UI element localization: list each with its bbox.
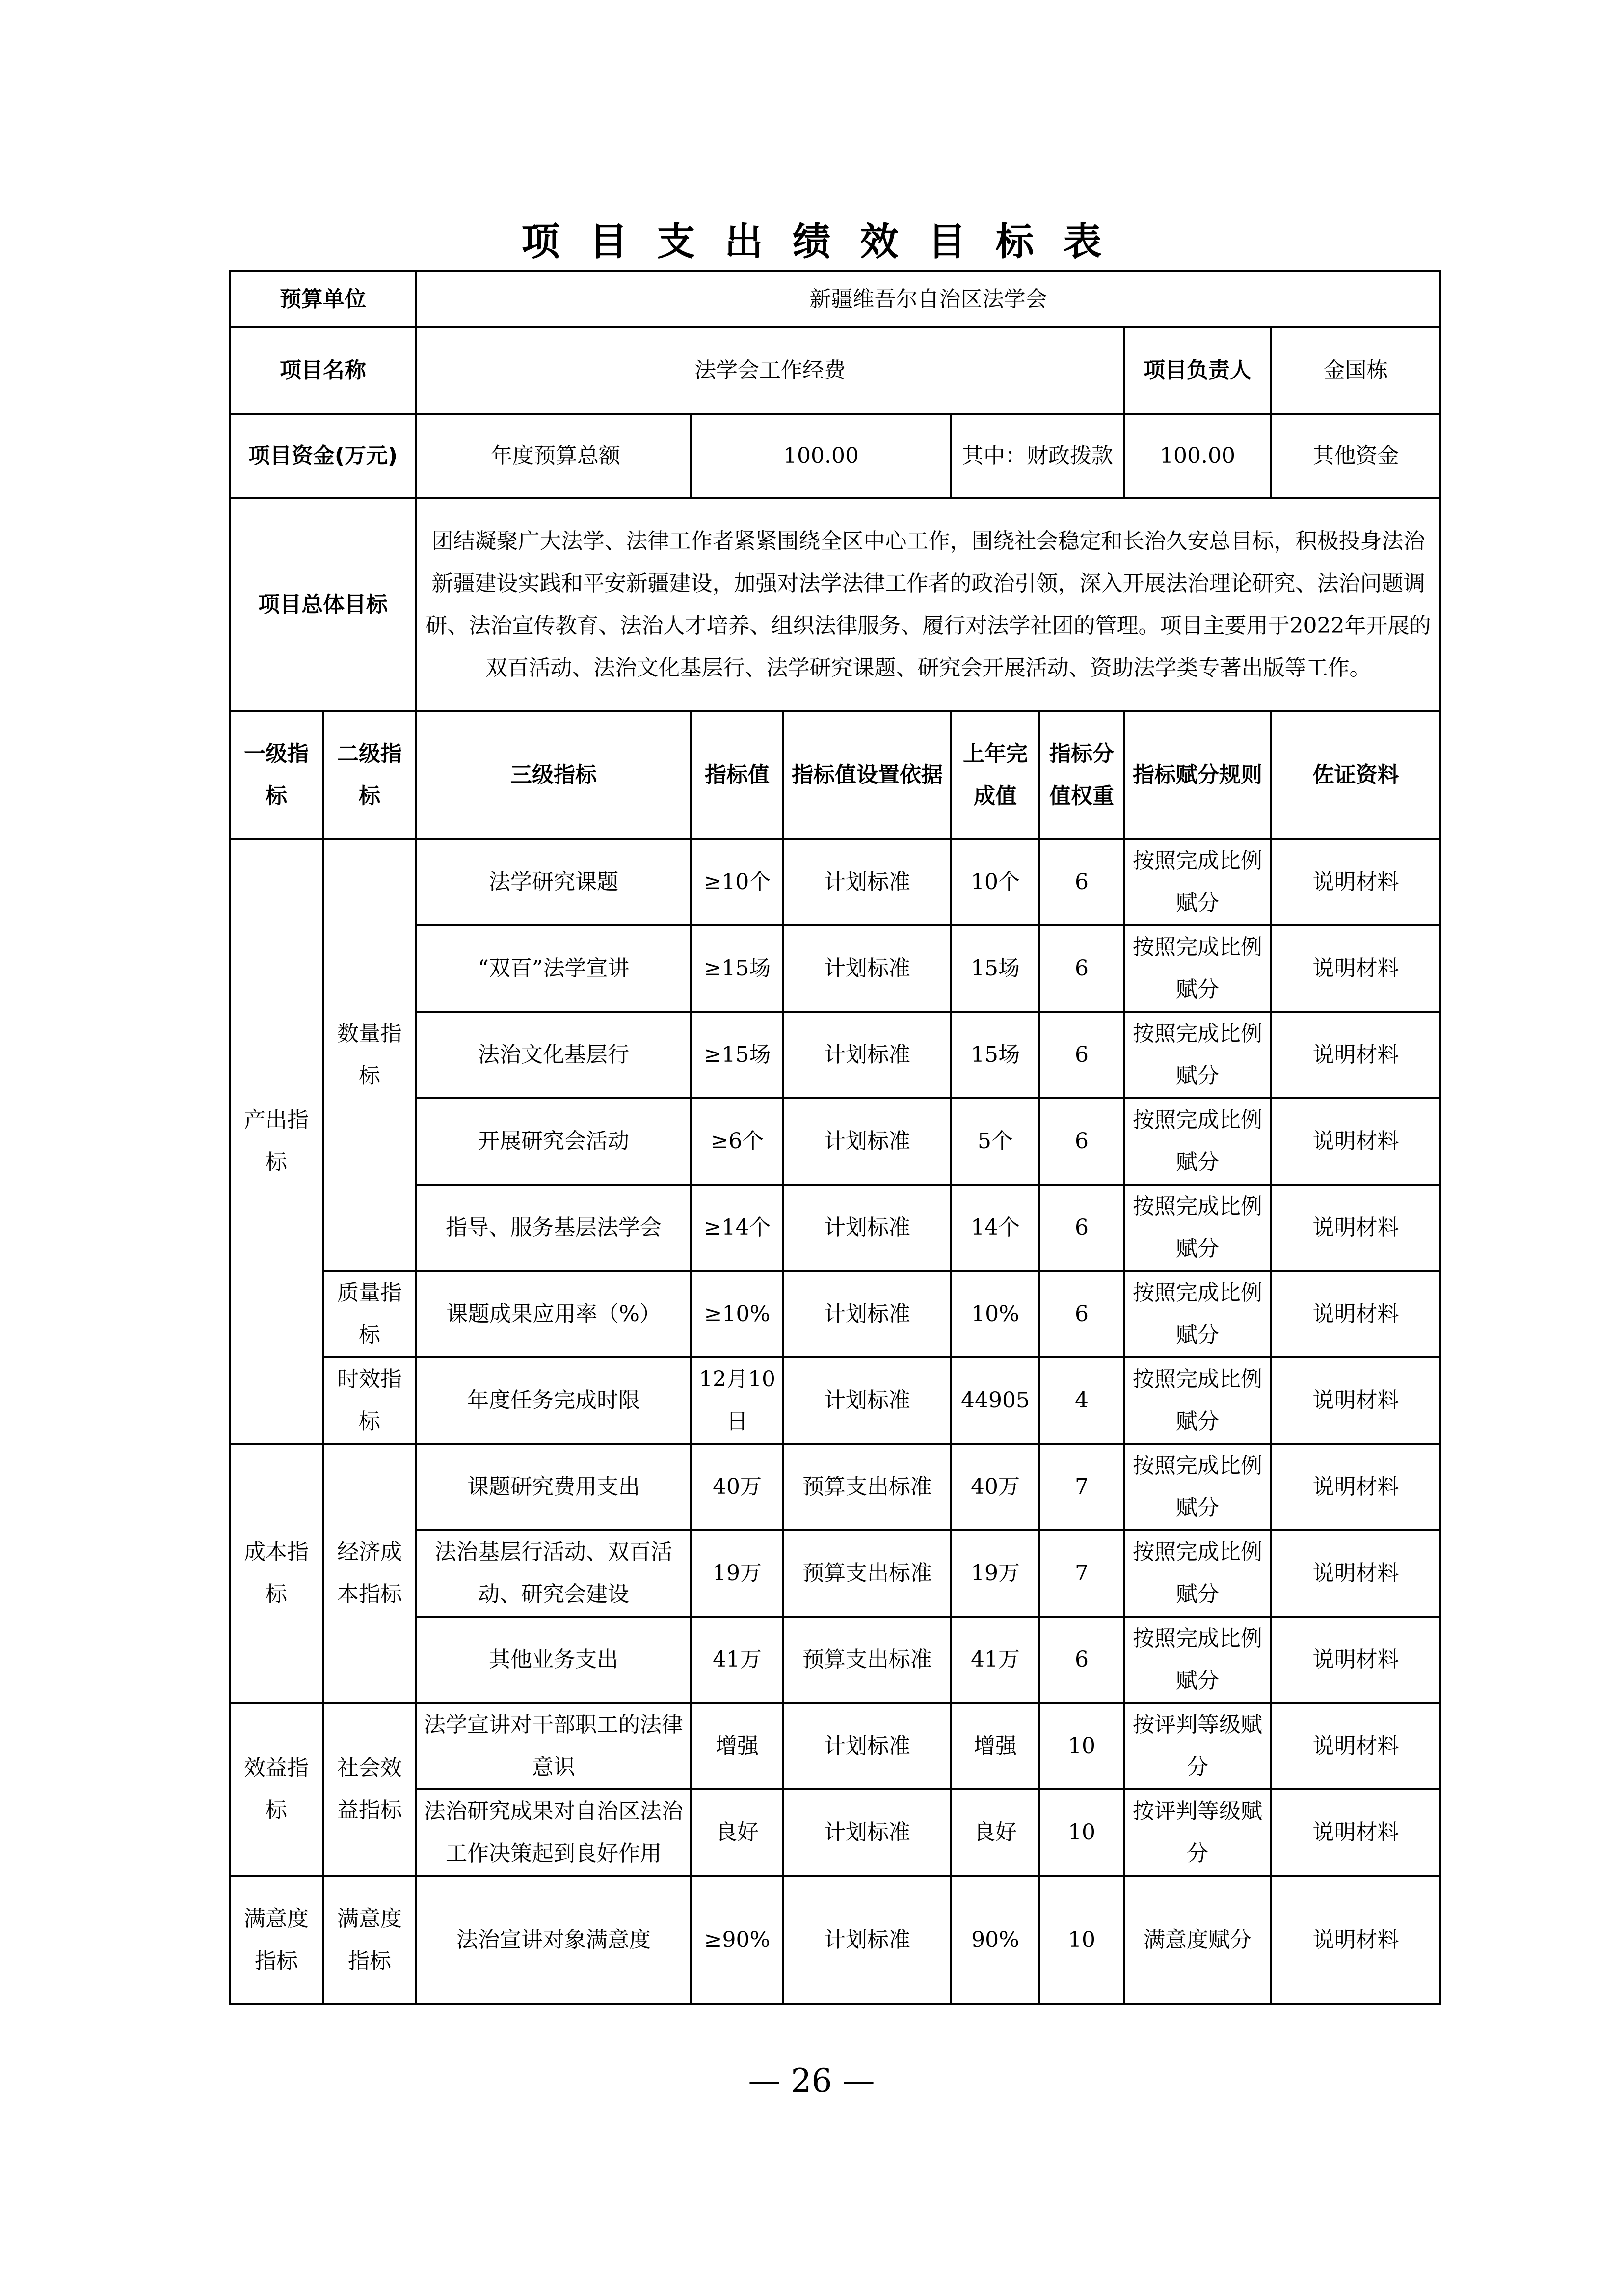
value-cell: 19万 <box>691 1530 783 1617</box>
level1-cell: 成本指标 <box>230 1444 323 1703</box>
scoring-cell: 按照完成比例赋分 <box>1124 839 1271 925</box>
scoring-cell: 满意度赋分 <box>1124 1876 1271 2004</box>
weight-cell: 4 <box>1039 1357 1124 1444</box>
budget-unit-value: 新疆维吾尔自治区法学会 <box>416 271 1440 327</box>
overall-goal-label: 项目总体目标 <box>230 498 416 711</box>
scoring-cell: 按照完成比例赋分 <box>1124 1617 1271 1703</box>
value-cell: 12月10日 <box>691 1357 783 1444</box>
level3-cell: 法治文化基层行 <box>416 1012 691 1098</box>
weight-cell: 6 <box>1039 839 1124 925</box>
evidence-cell: 说明材料 <box>1271 1876 1440 2004</box>
value-cell: 增强 <box>691 1703 783 1789</box>
table-header-row <box>230 711 1440 839</box>
evidence-cell: 说明材料 <box>1271 1703 1440 1789</box>
header-evidence: 佐证资料 <box>1271 711 1440 839</box>
evidence-cell: 说明材料 <box>1271 1357 1440 1444</box>
fiscal-allocation-label: 其中：财政拨款 <box>951 414 1124 498</box>
basis-cell: 计划标准 <box>783 1789 951 1876</box>
value-cell: 良好 <box>691 1789 783 1876</box>
weight-cell: 10 <box>1039 1789 1124 1876</box>
table-row <box>230 1876 1440 2004</box>
level3-cell: “双百”法学宣讲 <box>416 925 691 1012</box>
value-cell: ≥10个 <box>691 839 783 925</box>
scoring-cell: 按照完成比例赋分 <box>1124 1271 1271 1357</box>
last-year-cell: 14个 <box>951 1185 1039 1271</box>
evidence-cell: 说明材料 <box>1271 925 1440 1012</box>
table-row <box>230 839 1440 925</box>
evidence-cell: 说明材料 <box>1271 839 1440 925</box>
project-leader-label: 项目负责人 <box>1124 327 1271 414</box>
basis-cell: 计划标准 <box>783 839 951 925</box>
scoring-cell: 按照完成比例赋分 <box>1124 1098 1271 1185</box>
header-last-year: 上年完成值 <box>951 711 1039 839</box>
scoring-cell: 按照完成比例赋分 <box>1124 1185 1271 1271</box>
level2-cell: 社会效益指标 <box>323 1703 416 1876</box>
basis-cell: 计划标准 <box>783 1357 951 1444</box>
header-weight: 指标分值权重 <box>1039 711 1124 839</box>
level3-cell: 其他业务支出 <box>416 1617 691 1703</box>
weight-cell: 6 <box>1039 1617 1124 1703</box>
level2-cell: 数量指标 <box>323 839 416 1271</box>
evidence-cell: 说明材料 <box>1271 1098 1440 1185</box>
last-year-cell: 10个 <box>951 839 1039 925</box>
header-level2: 二级指标 <box>323 711 416 839</box>
basis-cell: 预算支出标准 <box>783 1530 951 1617</box>
evidence-cell: 说明材料 <box>1271 1789 1440 1876</box>
weight-cell: 7 <box>1039 1530 1124 1617</box>
last-year-cell: 10% <box>951 1271 1039 1357</box>
fiscal-allocation-value: 100.00 <box>1124 414 1271 498</box>
value-cell: ≥10% <box>691 1271 783 1357</box>
scoring-cell: 按评判等级赋分 <box>1124 1703 1271 1789</box>
level3-cell: 课题研究费用支出 <box>416 1444 691 1530</box>
overall-goal-text: 团结凝聚广大法学、法律工作者紧紧围绕全区中心工作，围绕社会稳定和长治久安总目标，积极投身法治新疆建设实践和平安新疆建设，加强对法学法律工作者的政治引领，深入开展法治理论研究、法治问题调研、法治宣传教育、法治人才培养、组织法律服务、履行对法学社团的管理。项目主要用于2022年开展的双百活动、法治文化基层行、法学研究课题、研究会开展活动、资助法学类专著出版等工作。 <box>416 498 1440 711</box>
weight-cell: 6 <box>1039 925 1124 1012</box>
performance-table <box>229 270 1441 2005</box>
evidence-cell: 说明材料 <box>1271 1271 1440 1357</box>
weight-cell: 10 <box>1039 1703 1124 1789</box>
value-cell: 40万 <box>691 1444 783 1530</box>
value-cell: ≥15场 <box>691 925 783 1012</box>
basis-cell: 计划标准 <box>783 1098 951 1185</box>
annual-total-value: 100.00 <box>691 414 951 498</box>
value-cell: ≥14个 <box>691 1185 783 1271</box>
last-year-cell: 19万 <box>951 1530 1039 1617</box>
evidence-cell: 说明材料 <box>1271 1185 1440 1271</box>
weight-cell: 6 <box>1039 1098 1124 1185</box>
level2-cell: 时效指标 <box>323 1357 416 1444</box>
last-year-cell: 15场 <box>951 925 1039 1012</box>
level3-cell: 法学研究课题 <box>416 839 691 925</box>
table-row <box>230 1271 1440 1357</box>
project-funds-label: 项目资金(万元) <box>230 414 416 498</box>
level3-cell: 法治研究成果对自治区法治工作决策起到良好作用 <box>416 1789 691 1876</box>
level3-cell: 开展研究会活动 <box>416 1098 691 1185</box>
annual-total-label: 年度预算总额 <box>416 414 691 498</box>
last-year-cell: 40万 <box>951 1444 1039 1530</box>
value-cell: ≥15场 <box>691 1012 783 1098</box>
basis-cell: 预算支出标准 <box>783 1617 951 1703</box>
last-year-cell: 15场 <box>951 1012 1039 1098</box>
weight-cell: 6 <box>1039 1185 1124 1271</box>
basis-cell: 计划标准 <box>783 1185 951 1271</box>
project-leader-value: 金国栋 <box>1271 327 1440 414</box>
weight-cell: 6 <box>1039 1271 1124 1357</box>
level3-cell: 指导、服务基层法学会 <box>416 1185 691 1271</box>
last-year-cell: 增强 <box>951 1703 1039 1789</box>
last-year-cell: 41万 <box>951 1617 1039 1703</box>
evidence-cell: 说明材料 <box>1271 1617 1440 1703</box>
level3-cell: 年度任务完成时限 <box>416 1357 691 1444</box>
basis-cell: 预算支出标准 <box>783 1444 951 1530</box>
scoring-cell: 按照完成比例赋分 <box>1124 1444 1271 1530</box>
page-number: — 26 — <box>748 2062 875 2100</box>
weight-cell: 7 <box>1039 1444 1124 1530</box>
page-title: 项目支出绩效目标表 <box>521 220 1131 264</box>
weight-cell: 10 <box>1039 1876 1124 2004</box>
last-year-cell: 44905 <box>951 1357 1039 1444</box>
value-cell: ≥90% <box>691 1876 783 2004</box>
level3-cell: 法治宣讲对象满意度 <box>416 1876 691 2004</box>
scoring-cell: 按照完成比例赋分 <box>1124 1357 1271 1444</box>
last-year-cell: 5个 <box>951 1098 1039 1185</box>
table-row <box>230 1357 1440 1444</box>
basis-cell: 计划标准 <box>783 925 951 1012</box>
level1-cell: 效益指标 <box>230 1703 323 1876</box>
level3-cell: 法学宣讲对干部职工的法律意识 <box>416 1703 691 1789</box>
level2-cell: 经济成本指标 <box>323 1444 416 1703</box>
header-level1: 一级指标 <box>230 711 323 839</box>
header-value: 指标值 <box>691 711 783 839</box>
project-name-value: 法学会工作经费 <box>416 327 1124 414</box>
scoring-cell: 按评判等级赋分 <box>1124 1789 1271 1876</box>
level2-cell: 质量指标 <box>323 1271 416 1357</box>
last-year-cell: 90% <box>951 1876 1039 2004</box>
table-row <box>230 1703 1440 1789</box>
basis-cell: 计划标准 <box>783 1271 951 1357</box>
basis-cell: 计划标准 <box>783 1703 951 1789</box>
evidence-cell: 说明材料 <box>1271 1444 1440 1530</box>
header-scoring: 指标赋分规则 <box>1124 711 1271 839</box>
project-name-label: 项目名称 <box>230 327 416 414</box>
weight-cell: 6 <box>1039 1012 1124 1098</box>
level3-cell: 课题成果应用率（%） <box>416 1271 691 1357</box>
level2-cell: 满意度指标 <box>323 1876 416 2004</box>
budget-unit-label: 预算单位 <box>230 271 416 327</box>
scoring-cell: 按照完成比例赋分 <box>1124 925 1271 1012</box>
scoring-cell: 按照完成比例赋分 <box>1124 1012 1271 1098</box>
level3-cell: 法治基层行活动、双百活动、研究会建设 <box>416 1530 691 1617</box>
header-basis: 指标值设置依据 <box>783 711 951 839</box>
basis-cell: 计划标准 <box>783 1876 951 2004</box>
scoring-cell: 按照完成比例赋分 <box>1124 1530 1271 1617</box>
level1-cell: 产出指标 <box>230 839 323 1444</box>
level1-cell: 满意度指标 <box>230 1876 323 2004</box>
evidence-cell: 说明材料 <box>1271 1012 1440 1098</box>
table-row <box>230 1444 1440 1530</box>
value-cell: ≥6个 <box>691 1098 783 1185</box>
value-cell: 41万 <box>691 1617 783 1703</box>
header-level3: 三级指标 <box>416 711 691 839</box>
evidence-cell: 说明材料 <box>1271 1530 1440 1617</box>
last-year-cell: 良好 <box>951 1789 1039 1876</box>
basis-cell: 计划标准 <box>783 1012 951 1098</box>
other-funds-label: 其他资金 <box>1271 414 1440 498</box>
